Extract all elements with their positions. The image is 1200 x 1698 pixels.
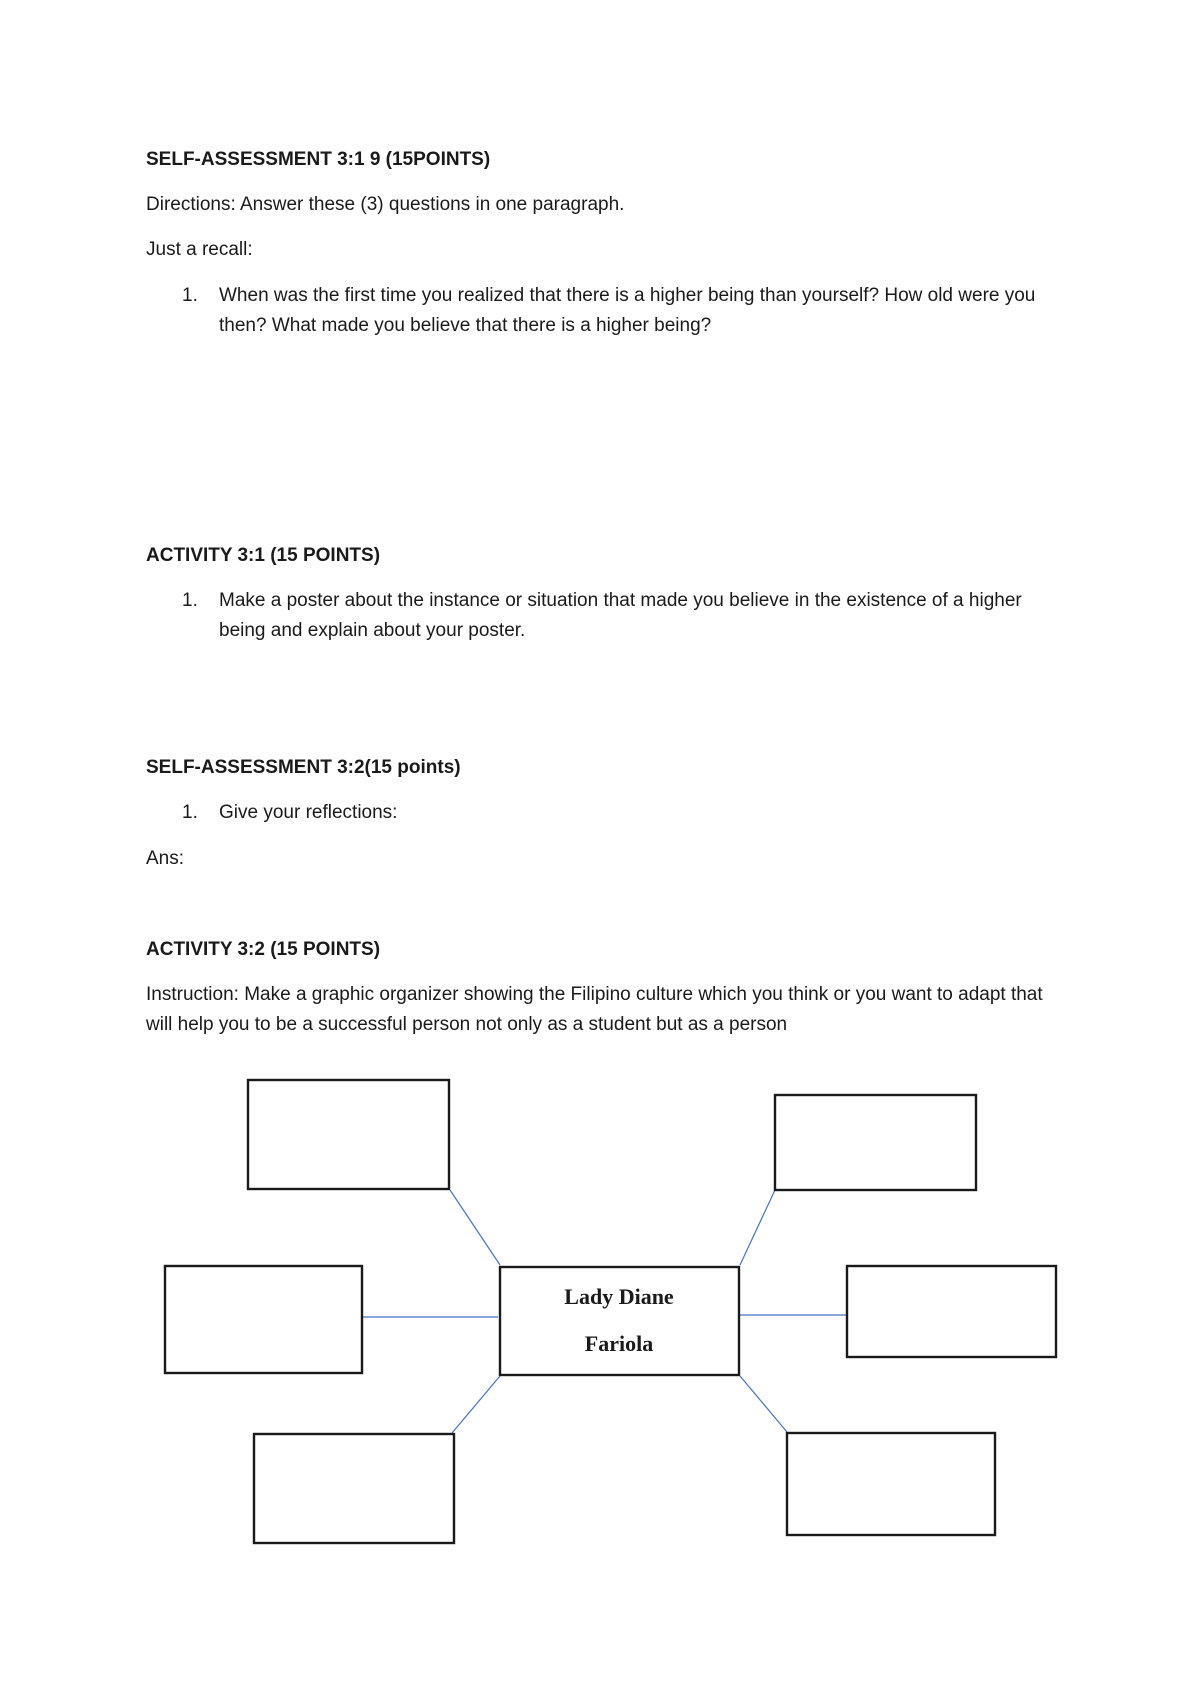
- list-item-number: 1.: [182, 802, 198, 823]
- connector-line: [740, 1376, 787, 1432]
- connector-line: [452, 1376, 500, 1433]
- organizer-box-top-right: [775, 1095, 976, 1190]
- connector-line: [450, 1190, 500, 1265]
- activity-1-task-text: Make a poster about the instance or situation that made you believe in the existence of a higher being and explain about your poster.: [219, 590, 1022, 641]
- connector-line: [740, 1190, 775, 1265]
- organizer-box-bottom-left: [254, 1434, 454, 1543]
- organizer-box-middle-left: [165, 1266, 362, 1373]
- center-name-line1: Lady Diane: [564, 1284, 674, 1309]
- self-assessment-2-heading: SELF-ASSESSMENT 3:2(15 points): [146, 757, 461, 778]
- activity-2-heading: ACTIVITY 3:2 (15 POINTS): [146, 939, 381, 960]
- self-assessment-1-directions: Directions: Answer these (3) questions in one paragraph.: [146, 194, 625, 215]
- activity-2-instruction: Instruction: Make a graphic organizer showing the Filipino culture which you think or you want to adapt that will help you to be a successful person not only as a student but as a person: [146, 984, 1043, 1035]
- center-name-line2: Fariola: [584, 1331, 654, 1356]
- reflection-prompt: Give your reflections:: [219, 802, 398, 823]
- recall-label: Just a recall:: [146, 239, 253, 260]
- question-text: When was the first time you realized that there is a higher being than yourself? How old were you then? What made you believe that there is a higher being?: [219, 285, 1036, 336]
- answer-label: Ans:: [146, 848, 185, 869]
- organizer-box-top-left: [248, 1080, 449, 1189]
- list-item-number: 1.: [182, 590, 198, 611]
- organizer-box-bottom-right: [787, 1433, 995, 1535]
- organizer-box-middle-right: [847, 1266, 1056, 1357]
- list-item-number: 1.: [182, 285, 198, 306]
- self-assessment-1-heading: SELF-ASSESSMENT 3:1 9 (15POINTS): [146, 149, 491, 170]
- activity-1-heading: ACTIVITY 3:1 (15 POINTS): [146, 545, 381, 566]
